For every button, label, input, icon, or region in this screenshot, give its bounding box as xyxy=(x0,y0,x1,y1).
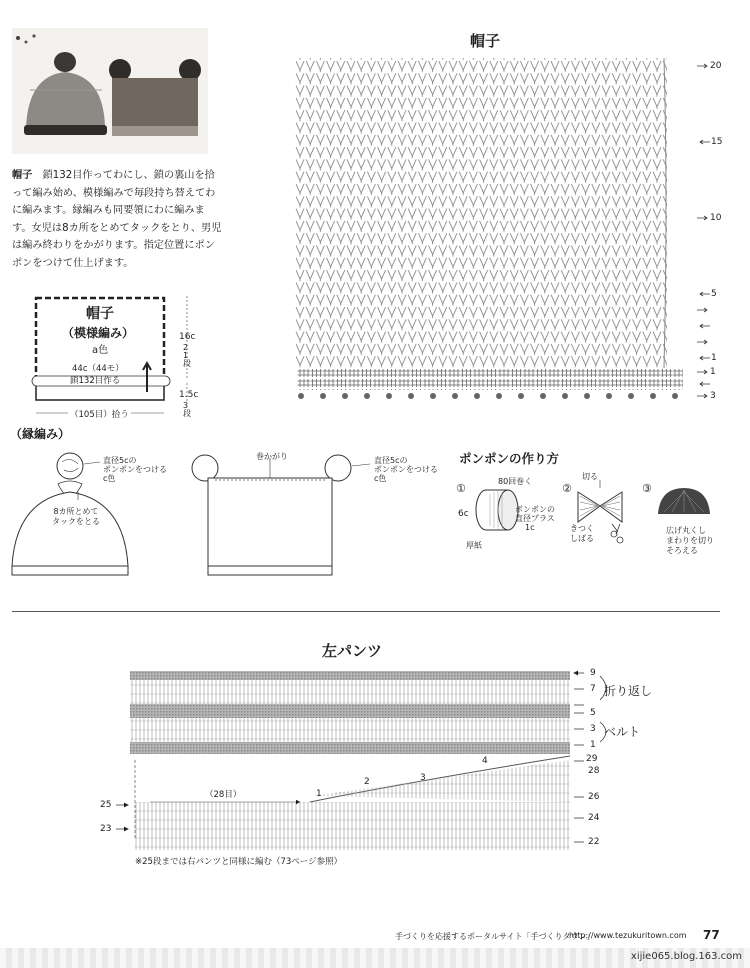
hat-row-1: 1 xyxy=(711,353,717,363)
pompom-wind: 80回巻く xyxy=(498,477,533,486)
description-lead: 帽子 xyxy=(12,170,33,181)
hat-chart-body xyxy=(295,58,667,368)
pompom-tie-2: しばる xyxy=(570,534,594,543)
boy-whip-note: 巻かがり xyxy=(256,452,288,461)
hat-row-20: 20 xyxy=(710,61,722,71)
pompom-title: ポンポンの作り方 xyxy=(459,451,560,466)
schematic-border-height: 1.5c xyxy=(179,390,199,400)
pompom-note-2: 直径プラス xyxy=(515,514,555,523)
pants-row-7: 7 xyxy=(590,684,596,694)
pants-row-24: 24 xyxy=(588,813,600,823)
hat-row-10: 10 xyxy=(710,213,722,223)
footer-text: 手づくりを応援するポータルサイト「手づくりタウン」 xyxy=(395,932,595,941)
pants-chart-title: 左パンツ xyxy=(322,642,383,660)
boy-pompom-note-1: 直径5cの xyxy=(374,456,408,465)
hat-border-row-1: 1 xyxy=(710,367,716,377)
pants-row-22: 22 xyxy=(588,837,600,847)
pompom-note-3: 1c xyxy=(525,523,535,532)
girl-tuck-note-1: 8カ所とめて xyxy=(53,507,99,516)
pants-note: ※25段までは右パンツと同様に編む（73ページ参照） xyxy=(135,857,343,867)
watermark: xijie065.blog.163.com xyxy=(630,951,742,962)
hat-chart-title: 帽子 xyxy=(470,32,501,50)
schematic-title: 帽子 xyxy=(86,306,114,322)
pants-belt-label: ベルト xyxy=(604,725,641,739)
pompom-note-1: ポンポンの xyxy=(515,505,555,514)
schematic-width: 44c（44モ） xyxy=(72,364,124,374)
page-number: 77 xyxy=(703,928,720,942)
pompom-finish xyxy=(666,526,714,556)
pompom-tie xyxy=(570,524,594,544)
pompom-size: 6c xyxy=(458,509,469,519)
pants-row-3: 3 xyxy=(590,724,596,734)
schematic-height-rows: 21段 xyxy=(183,343,191,368)
girl-tuck-note xyxy=(52,507,100,527)
girl-pompom-note-2: ポンポンをつける xyxy=(103,465,167,474)
girl-pompom-note-1: 直径5cの xyxy=(103,456,137,465)
footer-url[interactable]: http://www.tezukuritown.com xyxy=(569,931,687,940)
hat-border-rows xyxy=(297,368,683,390)
pants-row-1: 1 xyxy=(590,740,596,750)
pompom-step-1: ① xyxy=(456,482,466,495)
girl-pompom-note-3: c色 xyxy=(103,474,116,483)
hat-border-row-3: 3 xyxy=(710,391,716,401)
pompom-step-2: ② xyxy=(562,482,572,495)
schematic-pickup: （105目）拾う xyxy=(70,410,129,420)
pompom-cardboard: 厚紙 xyxy=(466,541,482,550)
girl-tuck-note-2: タックをとる xyxy=(52,517,100,526)
pants-row-26: 26 xyxy=(588,792,600,802)
pompom-diameter-note xyxy=(515,505,555,532)
schematic-chain: 鎖132目作る xyxy=(70,376,121,386)
pants-step-4: 4 xyxy=(482,756,488,766)
schematic-pattern: （模様編み） xyxy=(62,326,135,340)
pants-step-3: 3 xyxy=(420,773,426,783)
pants-fold-label: 折り返し xyxy=(604,684,653,698)
pants-row-28: 28 xyxy=(588,766,600,776)
pompom-finish-3: そろえる xyxy=(666,546,698,555)
pants-left-row-23: 23 xyxy=(100,824,112,834)
hat-row-5: 5 xyxy=(711,289,717,299)
boy-pompom-note-2: ポンポンをつける xyxy=(374,465,438,474)
boy-pompom-note-3: c色 xyxy=(374,474,387,483)
pompom-tie-1: きつく xyxy=(570,524,594,533)
pompom-finish-2: まわりを切り xyxy=(666,536,714,545)
pants-stitch-count: （28目） xyxy=(205,790,242,800)
girl-pompom-note xyxy=(103,456,167,483)
schematic-border-label: （縁編み） xyxy=(10,427,71,441)
pants-row-5: 5 xyxy=(590,708,596,718)
pants-step-1: 1 xyxy=(316,789,322,799)
section-divider xyxy=(12,611,720,612)
pants-row-29: 29 xyxy=(586,754,598,764)
hat-row-15: 15 xyxy=(711,137,723,147)
pants-chart xyxy=(116,671,606,850)
boy-hat-drawing xyxy=(192,455,370,575)
pants-left-row-25: 25 xyxy=(100,800,112,810)
pompom-finish-1: 広げ丸くし xyxy=(666,526,706,535)
schematic-color: a色 xyxy=(92,345,109,356)
pants-step-2: 2 xyxy=(364,777,370,787)
description-text: 鎖132目作ってわにし、鎖の裏山を拾って編み始め、模様編みで毎段持ち替えてわに編みます。縁編みも同要領にわに編みます。女児は8カ所をとめてタックをとり、男児は編み終わりをかがります。指定位置にポンポンをつけて仕上げます。 xyxy=(12,170,222,269)
schematic-border-rows: 3段 xyxy=(183,401,191,418)
boy-pompom-note xyxy=(374,456,438,483)
schematic-height: 16c xyxy=(179,332,196,342)
pompom-step-3: ③ xyxy=(642,482,652,495)
pants-row-9: 9 xyxy=(590,668,596,678)
pompom-cut: 切る xyxy=(582,472,598,481)
